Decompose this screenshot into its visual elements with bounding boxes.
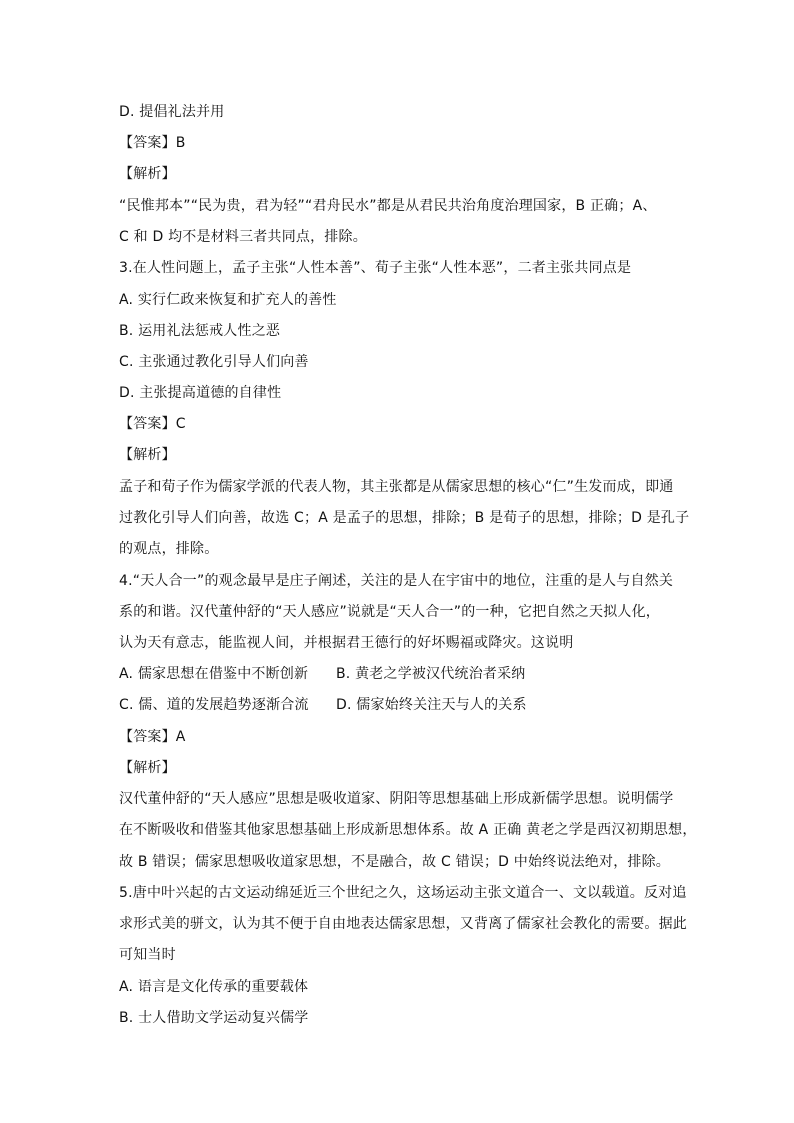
- question-5-stem-line2: 求形式美的骈文，认为其不便于自由地表达儒家思想，又背离了儒家社会教化的需要。据此: [119, 916, 687, 932]
- option-d-q2: D. 提倡礼法并用: [119, 104, 225, 120]
- option-c-q4: C. 儒、道的发展趋势逐渐合流: [119, 697, 309, 713]
- question-5-stem-line3: 可知当时: [119, 947, 176, 963]
- question-4-stem-line3: 认为天有意志，能监视人间，并根据君王德行的好坏赐福或降灾。这说明: [119, 635, 574, 651]
- question-5-stem-line1: 5.唐中叶兴起的古文运动绵延近三个世纪之久，这场运动主张文道合一、文以载道。反对追: [119, 885, 687, 901]
- answer-label-q3: 【答案】C: [119, 416, 186, 432]
- answer-label-q2: 【答案】B: [119, 135, 186, 151]
- analysis-text-q4-line2: 在不断吸收和借鉴其他家思想基础上形成新思想体系。故 A 正确 黄老之学是西汉初期思想，: [119, 822, 697, 838]
- option-b-q4: B. 黄老之学被汉代统治者采纳: [336, 666, 526, 682]
- option-a-q5: A. 语言是文化传承的重要载体: [119, 979, 309, 995]
- option-c-q3: C. 主张通过教化引导人们向善: [119, 354, 309, 370]
- analysis-text-q3-line3: 的观点，排除。: [119, 541, 219, 557]
- analysis-text-q3-line1: 孟子和荀子作为儒家学派的代表人物，其主张都是从儒家思想的核心“仁”生发而成，即通: [119, 479, 674, 495]
- option-a-q3: A. 实行仁政来恢复和扩充人的善性: [119, 292, 337, 308]
- option-a-q4: A. 儒家思想在借鉴中不断创新: [119, 666, 309, 682]
- analysis-label-q4: 【解析】: [119, 760, 176, 776]
- question-4-stem-line1: 4.“天人合一”的观念最早是庄子阐述，关注的是人在宇宙中的地位，注重的是人与自然关: [119, 573, 674, 589]
- question-4-stem-line2: 系的和谐。汉代董仲舒的“天人感应”说就是“天人合一”的一种，它把自然之天拟人化，: [119, 604, 661, 620]
- analysis-text-q4-line1: 汉代董仲舒的“天人感应”思想是吸收道家、阴阳等思想基础上形成新儒学思想。说明儒学: [119, 791, 674, 807]
- analysis-text-q2-line1: “民惟邦本”“民为贵，君为轻”“君舟民水”都是从君民共治角度治理国家，B 正确；A、: [119, 198, 657, 214]
- analysis-text-q3-line2: 过教化引导人们向善，故选 C；A 是孟子的思想，排除；B 是荀子的思想，排除；D 是孔子: [119, 510, 690, 526]
- analysis-text-q2-line2: C 和 D 均不是材料三者共同点，排除。: [119, 229, 367, 245]
- option-d-q4: D. 儒家始终关注天与人的关系: [336, 697, 527, 713]
- option-b-q3: B. 运用礼法惩戒人性之恶: [119, 323, 281, 339]
- analysis-label-q2: 【解析】: [119, 166, 176, 182]
- analysis-text-q4-line3: 故 B 错误；儒家思想吸收道家思想，不是融合，故 C 错误；D 中始终说法绝对，排除。: [119, 854, 671, 870]
- answer-label-q4: 【答案】A: [119, 729, 186, 745]
- question-3-stem: 3.在人性问题上，孟子主张“人性本善”、荀子主张“人性本恶”，二者主张共同点是: [119, 260, 632, 276]
- analysis-label-q3: 【解析】: [119, 447, 176, 463]
- option-b-q5: B. 士人借助文学运动复兴儒学: [119, 1010, 309, 1026]
- option-d-q3: D. 主张提高道德的自律性: [119, 385, 282, 401]
